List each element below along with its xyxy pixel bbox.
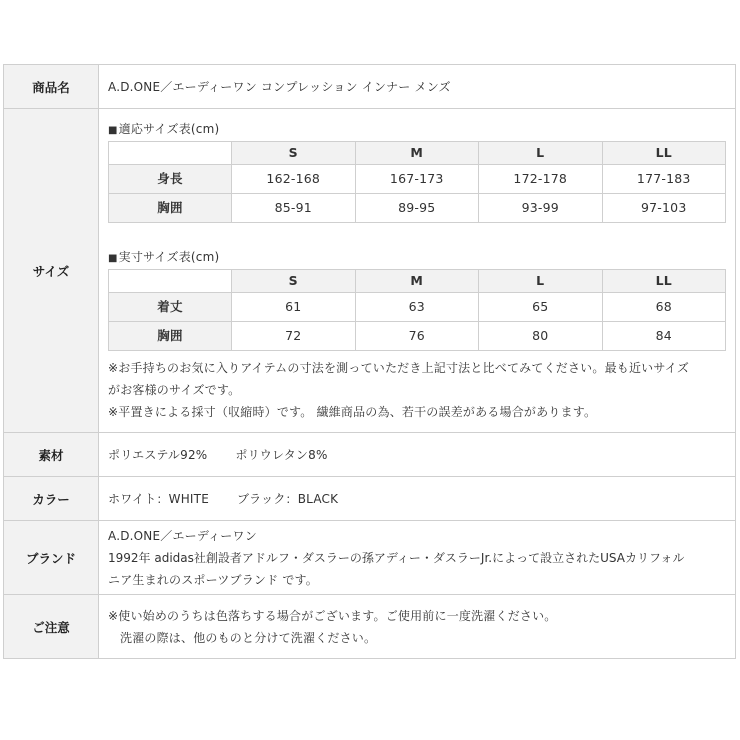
actual-table-caption: ■実寸サイズ表(cm)	[108, 250, 220, 264]
table-cell: 84	[602, 322, 726, 351]
actual-size-table	[108, 269, 726, 351]
size-header-cell: L	[479, 270, 603, 293]
brand-row	[4, 521, 736, 595]
table-row	[109, 322, 726, 351]
size-header-cell: LL	[602, 270, 726, 293]
table-cell: 172-178	[479, 165, 603, 194]
material-row	[4, 433, 736, 477]
size-header-cell: S	[232, 142, 356, 165]
product-name-row	[4, 65, 736, 109]
square-bullet-icon: ■	[108, 125, 118, 136]
fit-size-table	[108, 141, 726, 223]
table-cell: 85-91	[232, 194, 356, 223]
table-cell: 63	[355, 293, 479, 322]
material-label: 素材	[4, 433, 99, 477]
table-cell: 97-103	[602, 194, 726, 223]
product-name-value: A.D.ONE／エーディーワン コンプレッション インナー メンズ	[99, 65, 736, 109]
notice-line: ※使い始めのうちは色落ちする場合がございます。ご使用前に一度洗濯ください。	[108, 608, 557, 623]
table-cell: 72	[232, 322, 356, 351]
size-header-cell: M	[355, 142, 479, 165]
table-cell: 89-95	[355, 194, 479, 223]
table-cell: 93-99	[479, 194, 603, 223]
brand-description	[99, 521, 736, 595]
table-cell: 61	[232, 293, 356, 322]
size-content	[99, 109, 736, 433]
size-header-cell: M	[355, 270, 479, 293]
row-label: 身長	[109, 165, 232, 194]
actual-size-header	[109, 270, 726, 293]
table-cell: 162-168	[232, 165, 356, 194]
table-cell: 80	[479, 322, 603, 351]
size-header-cell: LL	[602, 142, 726, 165]
size-notes	[108, 357, 735, 423]
notice-label: ご注意	[4, 595, 99, 659]
fit-table-caption: ■適応サイズ表(cm)	[108, 122, 220, 136]
color-label: カラー	[4, 477, 99, 521]
size-note-line: がお客様のサイズです。	[108, 383, 241, 397]
brand-line: 1992年 adidas社創設者アドルフ・ダスラーの孫アディー・ダスラーJr.によって設立されたUSAカリフォル	[108, 550, 685, 565]
product-name-label: 商品名	[4, 65, 99, 109]
color-row	[4, 477, 736, 521]
fit-size-header	[109, 142, 726, 165]
row-label: 胸囲	[109, 322, 232, 351]
size-header-cell: S	[232, 270, 356, 293]
notice-row	[4, 595, 736, 659]
table-row	[109, 194, 726, 223]
size-header-cell: L	[479, 142, 603, 165]
notice-line: 洗濯の際は、他のものと分けて洗濯ください。	[120, 630, 377, 645]
size-row	[4, 109, 736, 433]
brand-line: ニア生まれのスポーツブランド です。	[108, 572, 318, 587]
table-row	[109, 293, 726, 322]
table-row	[109, 165, 726, 194]
size-note-line: ※お手持ちのお気に入りアイテムの寸法を測っていただき上記寸法と比べてみてください。最も近いサイズ	[108, 361, 690, 375]
size-note-line: ※平置きによる採寸（収縮時）です。 繊維商品の為、若干の誤差がある場合があります。	[108, 405, 597, 419]
table-cell: 68	[602, 293, 726, 322]
size-label: サイズ	[4, 109, 99, 433]
material-value: ポリエステル92% ポリウレタン8%	[99, 433, 736, 477]
row-label: 胸囲	[109, 194, 232, 223]
square-bullet-icon: ■	[108, 253, 118, 264]
color-value: ホワイト：WHITE ブラック：BLACK	[99, 477, 736, 521]
notice-content	[99, 595, 736, 659]
table-cell: 167-173	[355, 165, 479, 194]
table-cell: 65	[479, 293, 603, 322]
brand-line: A.D.ONE／エーディーワン	[108, 528, 257, 543]
table-cell: 76	[355, 322, 479, 351]
brand-label: ブランド	[4, 521, 99, 595]
product-spec-table	[3, 64, 736, 659]
row-label: 着丈	[109, 293, 232, 322]
table-cell: 177-183	[602, 165, 726, 194]
